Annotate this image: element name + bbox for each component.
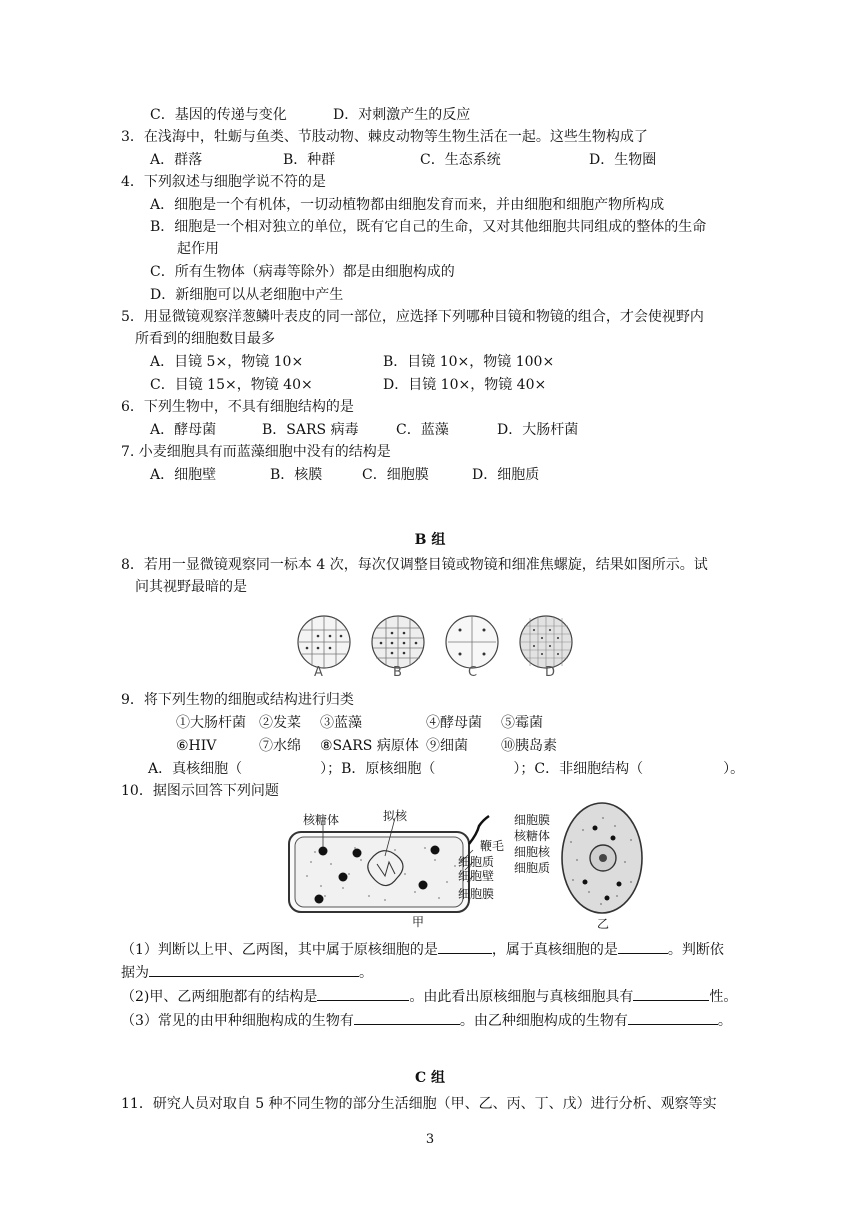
q10-sub3-text-b: 。由乙种细胞构成的生物有	[459, 1013, 628, 1029]
q10-sub1-line1	[121, 939, 724, 960]
label-cell-wall: 细胞壁	[458, 869, 495, 883]
label-ribosome-jia: 核糖体	[303, 813, 340, 827]
q9-item-1: ①大肠杆菌	[176, 715, 246, 731]
q5-stem: 5．用显微镜观察洋葱鳞叶表皮的同一部位，应选择下列哪种目镜和物镜的组合，才会使视野内	[121, 309, 704, 325]
caption-jia: 甲	[412, 915, 425, 929]
caption-yi: 乙	[597, 917, 610, 931]
field-b	[372, 616, 424, 668]
q6-option-b: B．SARS 病毒	[262, 422, 359, 438]
label-cytoplasm-yi: 细胞质	[514, 861, 551, 875]
q11-stem: 11．研究人员对取自 5 种不同生物的部分生活细胞（甲、乙、丙、丁、戊）进行分析、观察等实	[121, 1096, 717, 1112]
q9-b-label: ）；B．原核细胞（	[320, 761, 436, 777]
q4-stem: 4．下列叙述与细胞学说不符的是	[121, 174, 326, 190]
q10-sub1-text-a: （1）判断以上甲、乙两图，其中属于原核细胞的是	[121, 942, 438, 958]
q6-option-c: C．蓝藻	[396, 422, 449, 438]
q9-item-5: ⑤霉菌	[501, 715, 543, 731]
q10-eukaryote-blank[interactable]	[618, 939, 668, 954]
group-b-heading: B 组	[414, 532, 446, 548]
q3-option-d: D．生物圈	[589, 152, 657, 168]
label-nucleoid: 拟核	[383, 809, 408, 823]
q3-option-c: C．生态系统	[420, 152, 501, 168]
q9-c-label: ）；C．非细胞结构（	[513, 761, 644, 777]
q10-sub1-line2	[121, 962, 373, 983]
q9-item-6: ⑥HIV	[176, 738, 217, 754]
q10-sub1-text-b: ，属于真核细胞的是	[491, 942, 618, 958]
q7-option-d: D．细胞质	[472, 467, 540, 483]
q10-common-structure-blank[interactable]	[317, 986, 409, 1001]
q6-stem: 6．下列生物中，不具有细胞结构的是	[121, 399, 354, 415]
eukaryotic-cell-figure	[555, 800, 645, 922]
field-a-label: A	[314, 665, 323, 680]
q9-a-label: A．真核细胞（	[148, 761, 243, 777]
q9-item-4: ④酵母菌	[426, 715, 482, 731]
group-c-heading: C 组	[414, 1070, 446, 1086]
q3-stem: 3．在浅海中，牡蛎与鱼类、节肢动物、棘皮动物等生物生活在一起。这些生物构成了	[121, 129, 648, 145]
q7-option-c: C．细胞膜	[362, 467, 429, 483]
q9-answer-line	[148, 759, 744, 779]
q10-yi-organisms-blank[interactable]	[628, 1010, 718, 1025]
microscope-fields-figure	[290, 608, 580, 686]
q10-sub1-text-d: 据为	[121, 965, 149, 981]
q4-option-d: D．新细胞可以从老细胞中产生	[150, 287, 344, 303]
label-membrane-jia: 细胞膜	[458, 887, 495, 901]
page-number: 3	[425, 1132, 435, 1147]
q4-option-b: B．细胞是一个相对独立的单位，既有它自己的生命，又对其他细胞共同组成的整体的生命	[150, 219, 707, 235]
q2-option-d: D．对刺激产生的反应	[333, 107, 471, 123]
q6-option-d: D．大肠杆菌	[497, 422, 579, 438]
q10-prokaryote-blank[interactable]	[438, 939, 492, 954]
q10-sub3-text-a: （3）常见的由甲种细胞构成的生物有	[121, 1013, 354, 1029]
q9-item-3: ③蓝藻	[320, 715, 362, 731]
field-b-label: B	[393, 665, 402, 680]
q3-option-b: B．种群	[283, 152, 336, 168]
q9-item-9: ⑨细菌	[426, 738, 468, 754]
field-d-label: D	[545, 665, 556, 680]
q5-option-a: A．目镜 5×，物镜 10×	[150, 354, 304, 370]
q5-option-c: C．目镜 15×，物镜 40×	[150, 377, 313, 393]
q4-option-b-cont: 起作用	[177, 241, 219, 257]
q9-end: ）。	[723, 761, 745, 777]
q10-property-blank[interactable]	[633, 986, 709, 1001]
q6-option-a: A．酵母菌	[150, 422, 217, 438]
q10-sub2-text-b: 。由此看出原核细胞与真核细胞具有	[409, 989, 634, 1005]
q10-sub3-text-c: 。	[717, 1013, 732, 1029]
q10-sub2-text-c: 性。	[709, 989, 738, 1005]
q8-stem-cont: 问其视野最暗的是	[135, 579, 247, 595]
label-nucleus-yi: 细胞核	[514, 845, 551, 859]
field-c	[446, 616, 498, 668]
q10-sub2	[121, 986, 737, 1007]
q10-basis-blank[interactable]	[149, 962, 359, 977]
q5-option-d: D．目镜 10×，物镜 40×	[383, 377, 547, 393]
label-flagellum: 鞭毛	[480, 839, 505, 853]
q5-stem-cont: 所看到的细胞数目最多	[135, 331, 275, 347]
q9-item-2: ②发菜	[259, 715, 301, 731]
q5-option-b: B．目镜 10×，物镜 100×	[383, 354, 555, 370]
q10-stem: 10．据图示回答下列问题	[121, 783, 279, 799]
q10-sub1-text-e: 。	[359, 965, 373, 981]
q9-stem: 9．将下列生物的细胞或结构进行归类	[121, 692, 354, 708]
field-a	[298, 616, 350, 668]
q9-item-8: ⑧SARS 病原体	[320, 738, 419, 754]
q9-item-7: ⑦水绵	[259, 738, 301, 754]
q7-option-a: A．细胞壁	[150, 467, 217, 483]
q7-stem: 7. 小麦细胞具有而蓝藻细胞中没有的结构是	[121, 444, 391, 460]
q4-option-c: C．所有生物体（病毒等除外）都是由细胞构成的	[150, 264, 455, 280]
field-c-label: C	[468, 665, 478, 680]
label-ribosome-yi: 核糖体	[514, 829, 551, 843]
q3-option-a: A．群落	[150, 152, 203, 168]
q10-jia-organisms-blank[interactable]	[354, 1010, 460, 1025]
q4-option-a: A．细胞是一个有机体，一切动植物都由细胞发育而来，并由细胞和细胞产物所构成	[150, 197, 665, 213]
q8-stem: 8．若用一显微镜观察同一标本 4 次，每次仅调整目镜或物镜和细准焦螺旋，结果如图所示。试	[121, 557, 708, 573]
field-d	[520, 616, 572, 668]
label-membrane-yi: 细胞膜	[514, 813, 551, 827]
q10-sub3	[121, 1010, 732, 1031]
q10-sub1-text-c: 。判断依	[667, 942, 724, 958]
q9-item-10: ⑩胰岛素	[501, 738, 557, 754]
q2-option-c: C．基因的传递与变化	[150, 107, 287, 123]
q7-option-b: B．核膜	[270, 467, 323, 483]
q10-sub2-text-a: （2)甲、乙两细胞都有的结构是	[121, 989, 318, 1005]
label-cytoplasm-jia: 细胞质	[458, 855, 495, 869]
